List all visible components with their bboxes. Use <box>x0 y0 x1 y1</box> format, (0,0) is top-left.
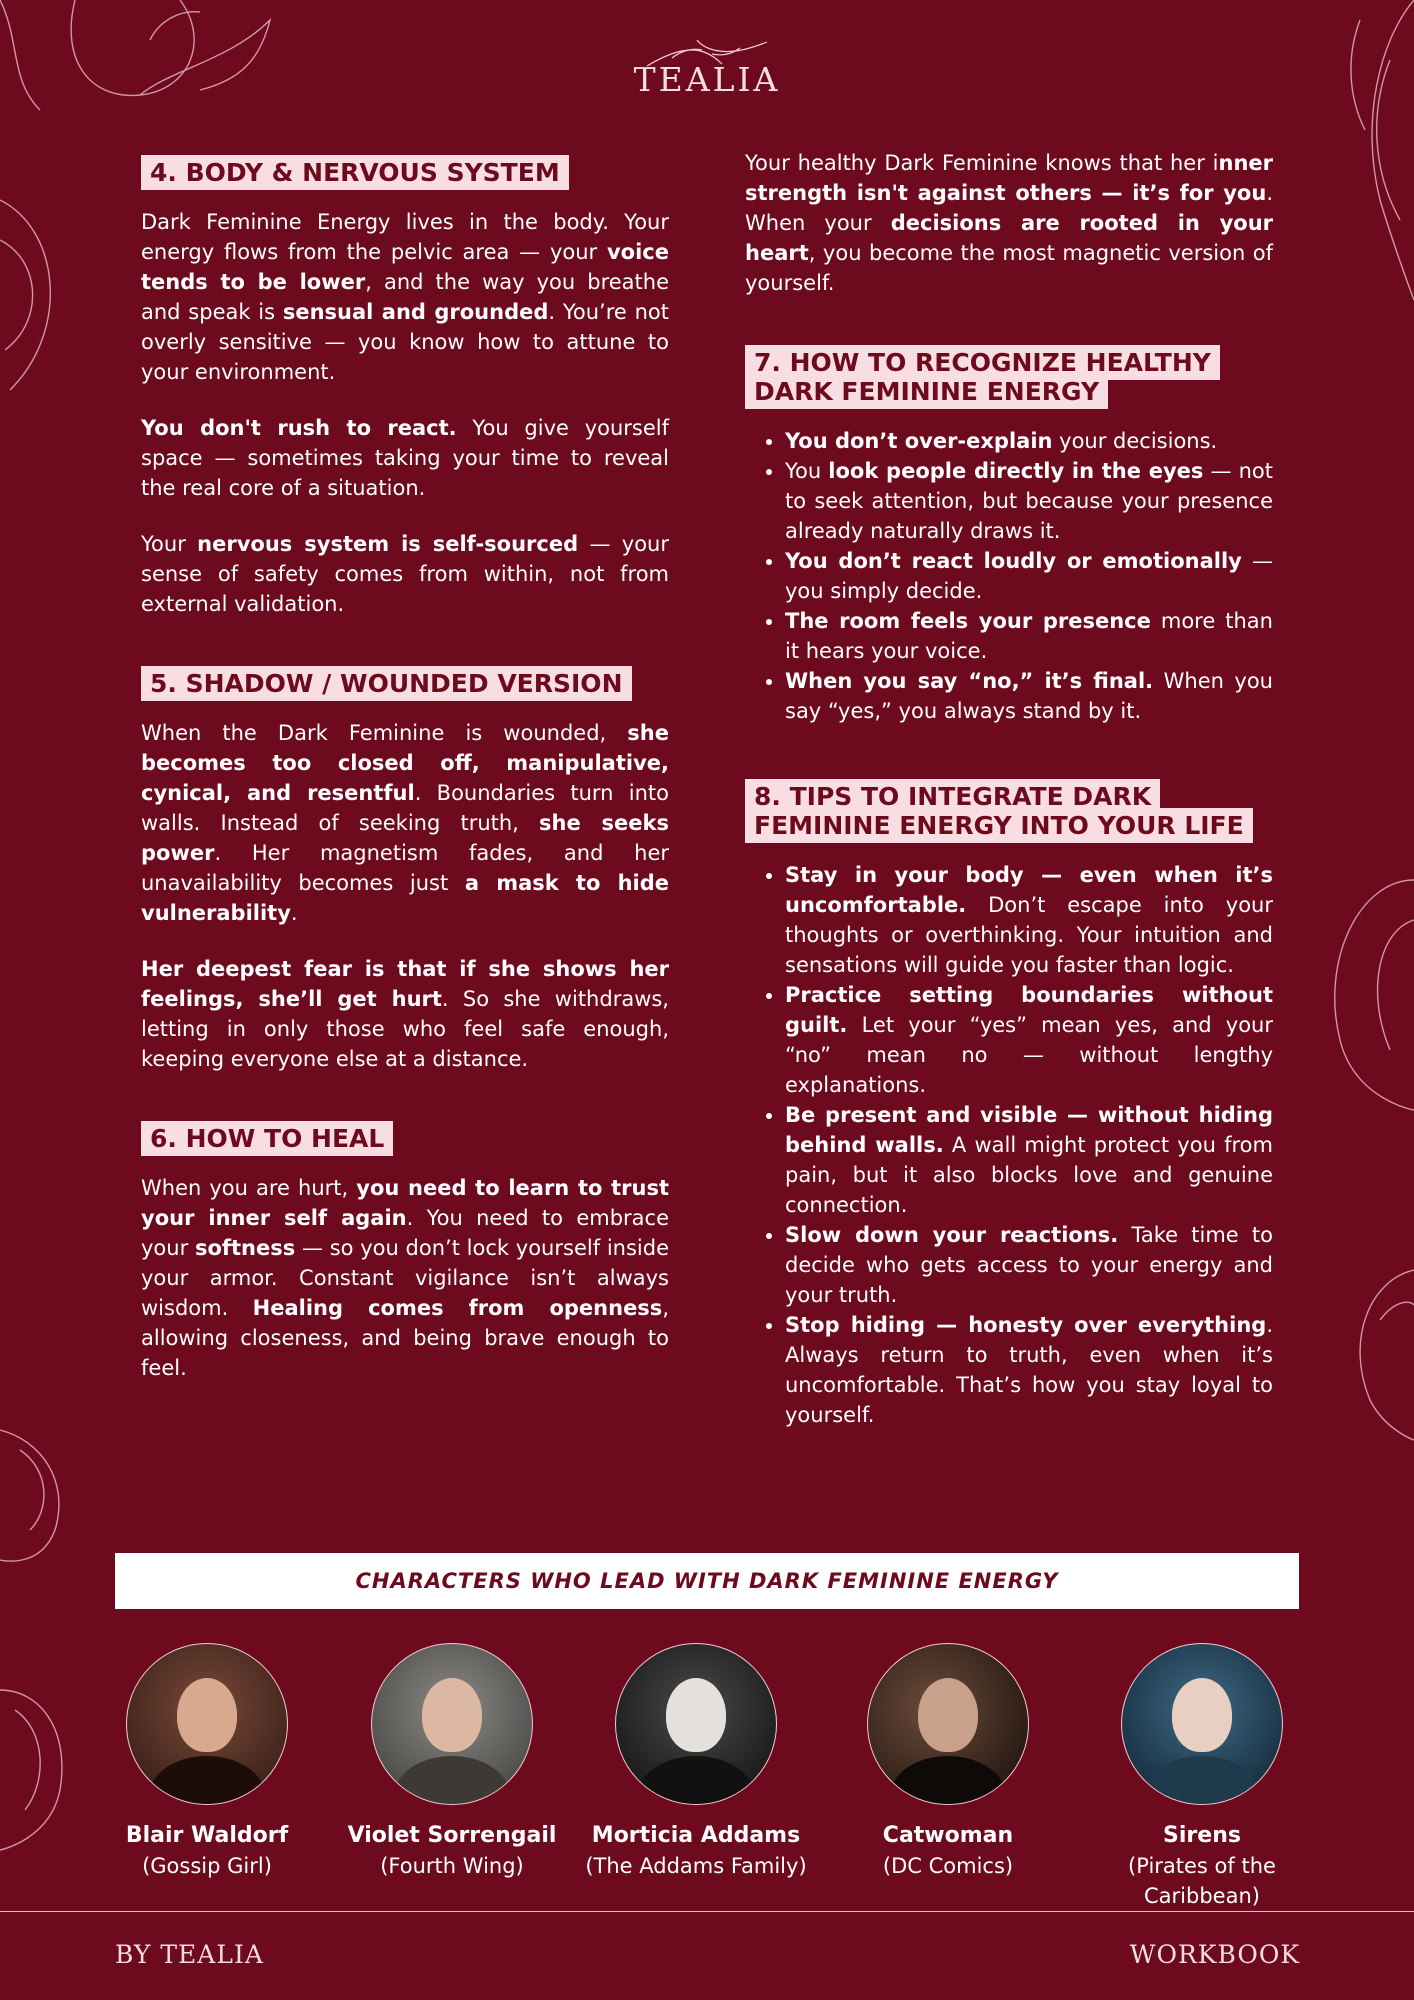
bold-text: sensual and grounded <box>282 300 549 324</box>
logo <box>0 36 1414 99</box>
section-heading-text: 5. SHADOW / WOUNDED VERSION <box>141 666 632 701</box>
bold-text: Practice setting boundaries without guilt. <box>785 983 1273 1037</box>
text-run: Take time to decide who gets access to your energy and your truth. <box>785 1223 1273 1307</box>
bold-text: look people directly in the eyes <box>828 459 1204 483</box>
list-item <box>785 1100 1273 1220</box>
avatar-photo <box>867 1643 1029 1805</box>
section-heading <box>745 348 1273 406</box>
bold-text: Stop hiding — honesty over everything <box>785 1313 1267 1337</box>
body-paragraph <box>141 1173 669 1383</box>
text-run: . <box>290 901 298 925</box>
character-card <box>72 1643 342 1881</box>
character-card <box>813 1643 1083 1881</box>
text-run: . Boundaries turn into walls. Instead of seeking truth, <box>141 781 669 835</box>
avatar-photo <box>126 1643 288 1805</box>
bold-text: voice tends to be lower <box>141 240 669 294</box>
list-item <box>785 1220 1273 1310</box>
bold-text: she seeks power <box>141 811 669 865</box>
character-card <box>561 1643 831 1881</box>
text-run: — you simply decide. <box>785 549 1273 603</box>
text-run: Don’t escape into your thoughts or overthinking. Your intuition and sensations will guide you faster than logic. <box>785 893 1273 977</box>
section-heading-text: 6. HOW TO HEAL <box>141 1121 393 1156</box>
bold-text: The room feels your presence <box>785 609 1151 633</box>
list-item <box>785 860 1273 980</box>
text-run: Let your “yes” mean yes, and your “no” mean no — without lengthy explanations. <box>785 1013 1273 1097</box>
character-source: (DC Comics) <box>882 1854 1014 1878</box>
character-name: Violet Sorrengail <box>347 1823 557 1848</box>
avatar-photo <box>371 1643 533 1805</box>
right-column <box>745 148 1273 1486</box>
text-run: When you are hurt, <box>141 1176 357 1200</box>
body-paragraph <box>141 207 669 387</box>
section-heading <box>141 1124 669 1153</box>
bullet-list <box>745 426 1273 726</box>
text-run: . Always return to truth, even when it’s uncomfortable. That’s how you stay loyal to yourself. <box>785 1313 1273 1427</box>
bullet-list <box>745 860 1273 1430</box>
character-source: (Fourth Wing) <box>380 1854 524 1878</box>
bold-text: You don't rush to react. <box>141 416 457 440</box>
characters-banner: CHARACTERS WHO LEAD WITH DARK FEMININE ENERGY <box>115 1553 1299 1609</box>
text-run: Your healthy Dark Feminine knows that her i <box>745 151 1219 175</box>
section-heading <box>745 782 1273 840</box>
body-paragraph <box>141 413 669 503</box>
bold-text: You don’t over-explain <box>785 429 1053 453</box>
bold-text: Stay in your body — even when it’s uncomfortable. <box>785 863 1273 917</box>
text-run: — your sense of safety comes from within, not from external validation. <box>141 532 670 616</box>
character-source: (Gossip Girl) <box>142 1854 272 1878</box>
character-card <box>1067 1643 1337 1911</box>
logo-text: TEALIA <box>633 60 781 99</box>
bold-text: nervous system is self-sourced <box>197 532 579 556</box>
intro-paragraph <box>745 148 1273 298</box>
text-run: Dark Feminine Energy lives in the body. Your energy flows from the pelvic area — your <box>141 210 669 264</box>
bold-text: Slow down your reactions. <box>785 1223 1119 1247</box>
bold-text: decisions are rooted in your heart <box>745 211 1274 265</box>
list-item <box>785 666 1273 726</box>
text-run: You <box>785 459 829 483</box>
bold-text: You don’t react loudly or emotionally <box>785 549 1242 573</box>
text-run: A wall might protect you from pain, but it also blocks love and genuine connection. <box>785 1133 1273 1217</box>
bold-text: nner strength isn't against others — it’s for you <box>745 151 1273 205</box>
footer-right: WORKBOOK <box>1129 1940 1300 1969</box>
bold-text: you need to learn to trust your inner self again <box>141 1176 669 1230</box>
character-name: Catwoman <box>882 1823 1014 1848</box>
bold-text: Be present and visible — without hiding behind walls. <box>785 1103 1273 1157</box>
text-run: When the Dark Feminine is wounded, <box>141 721 628 745</box>
bold-text: Healing comes from openness <box>252 1296 663 1320</box>
bold-text: softness <box>194 1236 296 1260</box>
list-item <box>785 456 1273 546</box>
body-paragraph <box>141 954 669 1074</box>
bold-text: she becomes too closed off, manipulative, cynical, and resentful <box>141 721 669 805</box>
character-source: (The Addams Family) <box>585 1854 807 1878</box>
text-run: , allowing closeness, and being brave enough to feel. <box>141 1296 669 1380</box>
character-source: (Pirates of the Caribbean) <box>1128 1854 1276 1908</box>
section-heading-text: 4. BODY & NERVOUS SYSTEM <box>141 155 569 190</box>
text-run: You give yourself space — sometimes taking your time to reveal the real core of a situation. <box>141 416 670 500</box>
bold-text: When you say “no,” it’s final. <box>785 669 1154 693</box>
text-run: Your <box>141 532 198 556</box>
text-run: . You need to embrace your <box>141 1206 670 1260</box>
bold-text: Her deepest fear is that if she shows her feelings, she’ll get hurt <box>141 957 669 1011</box>
footer-left: BY TEALIA <box>115 1940 264 1969</box>
text-run: , you become the most magnetic version of yourself. <box>745 241 1273 295</box>
list-item <box>785 546 1273 606</box>
text-run: . Her magnetism fades, and her unavailability becomes just <box>141 841 669 895</box>
character-name: Sirens <box>1163 1823 1241 1848</box>
section-heading <box>141 158 669 187</box>
section-heading-text: 7. HOW TO RECOGNIZE HEALTHY DARK FEMININE ENERGY <box>745 345 1220 409</box>
text-run: , and the way you breathe and speak is <box>141 270 670 324</box>
text-run: . So she withdraws, letting in only those who feel safe enough, keeping everyone else at a distance. <box>141 987 669 1071</box>
list-item <box>785 426 1273 456</box>
text-run: . When your <box>745 181 1273 235</box>
section-heading <box>141 669 669 698</box>
text-run: — so you don’t lock yourself inside your armor. Constant vigilance isn’t always wisdom. <box>141 1236 669 1320</box>
avatar-photo <box>1121 1643 1283 1805</box>
text-run: . You’re not overly sensitive — you know how to attune to your environment. <box>141 300 669 384</box>
bold-text: a mask to hide vulnerability <box>141 871 670 925</box>
list-item <box>785 1310 1273 1430</box>
section-heading-text: 8. TIPS TO INTEGRATE DARK FEMININE ENERGY INTO YOUR LIFE <box>745 779 1253 843</box>
text-run: — not to seek attention, but because your presence already naturally draws it. <box>785 459 1273 543</box>
body-paragraph <box>141 718 669 928</box>
character-name: Morticia Addams <box>591 1823 801 1848</box>
left-column <box>141 158 669 1433</box>
list-item <box>785 980 1273 1100</box>
body-paragraph <box>141 529 669 619</box>
text-run: your decisions. <box>1052 429 1218 453</box>
avatar-photo <box>615 1643 777 1805</box>
text-run: more than it hears your voice. <box>785 609 1273 663</box>
list-item <box>785 606 1273 666</box>
footer-divider <box>0 1911 1414 1912</box>
character-name: Blair Waldorf <box>125 1823 289 1848</box>
character-card <box>317 1643 587 1881</box>
text-run: When you say “yes,” you always stand by it. <box>785 669 1273 723</box>
